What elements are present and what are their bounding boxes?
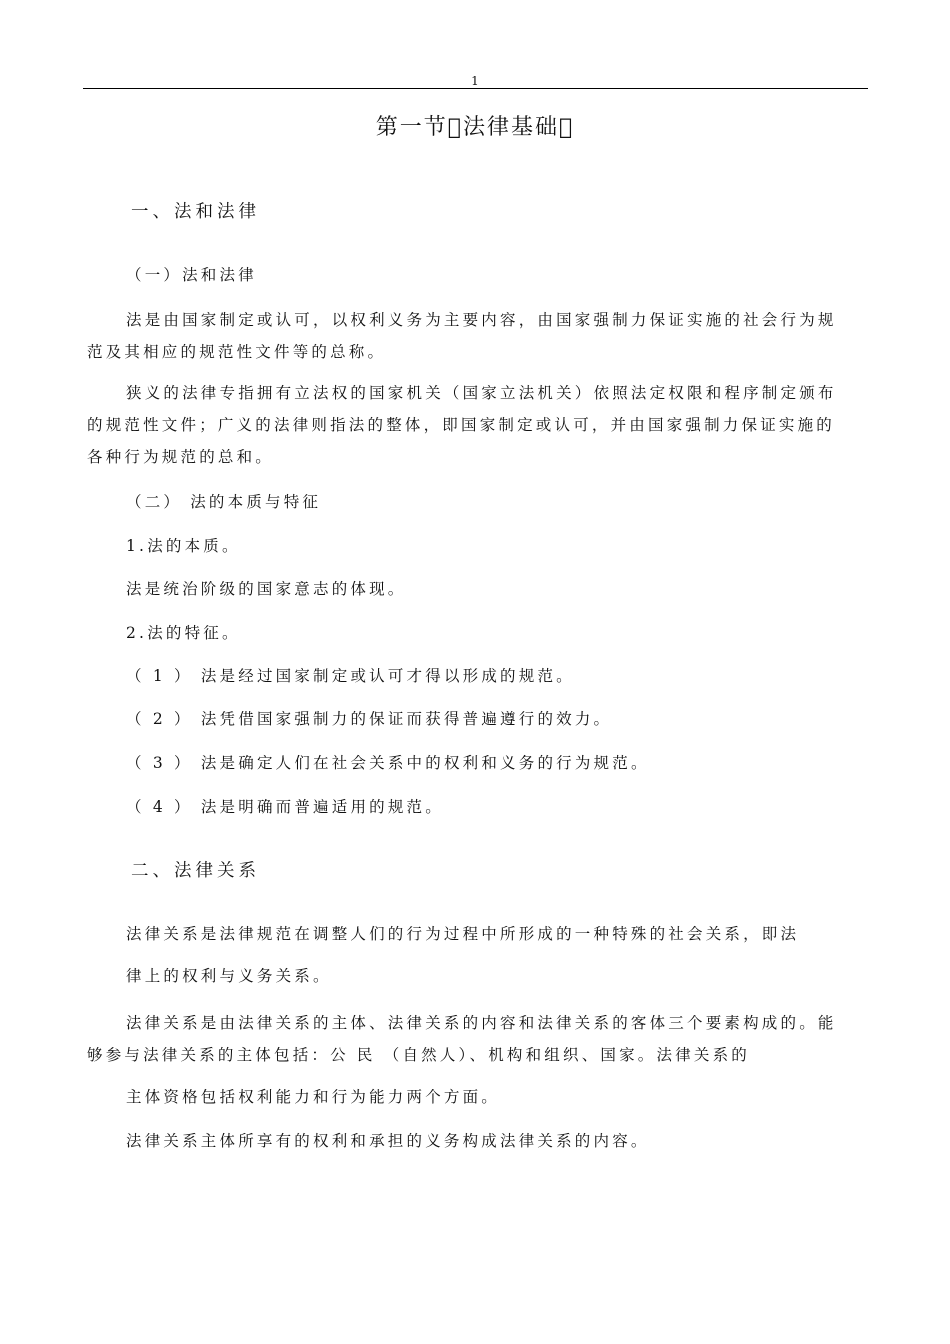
list-heading-features: 2.法的特征。 (126, 624, 241, 642)
feature-item-1: （ 1 ） 法是经过国家制定或认可才得以形成的规范。 (126, 667, 575, 685)
relation-paragraph-2-line-1: 法律关系是由法律关系的主体、法律关系的内容和法律关系的客体三个要素构成的。能 (126, 1014, 837, 1032)
subsection-heading-1-2: （二） 法的本质与特征 (126, 493, 322, 511)
list-heading-nature: 1.法的本质。 (126, 537, 241, 555)
section-heading-1: 一、法和法律 (131, 202, 260, 222)
paragraph-2-line-1: 狭义的法律专指拥有立法权的国家机关（国家立法机关）依照法定权限和程序制定颁布 (126, 384, 837, 402)
nature-text: 法是统治阶级的国家意志的体现。 (126, 580, 407, 598)
relation-paragraph-1-line-1: 法律关系是法律规范在调整人们的行为过程中所形成的一种特殊的社会关系，即法 (126, 925, 800, 943)
relation-paragraph-2-line-3: 主体资格包括权利能力和行为能力两个方面。 (126, 1088, 501, 1106)
paragraph-2-line-3: 各种行为规范的总和。 (87, 448, 275, 466)
page-number: 1 (471, 74, 479, 88)
relation-paragraph-3: 法律关系主体所享有的权利和承担的义务构成法律关系的内容。 (126, 1132, 650, 1150)
feature-item-3: （ 3 ） 法是确定人们在社会关系中的权利和义务的行为规范。 (126, 754, 650, 772)
page-title: 第一节 法律基础  (375, 115, 575, 140)
paragraph-1-line-1: 法是由国家制定或认可，以权利义务为主要内容，由国家强制力保证实施的社会行为规 (126, 311, 837, 329)
relation-paragraph-1-line-2: 律上的权利与义务关系。 (126, 967, 332, 985)
feature-item-2: （ 2 ） 法凭借国家强制力的保证而获得普遍遵行的效力。 (126, 710, 613, 728)
relation-paragraph-2-line-2: 够参与法律关系的主体包括：公 民 （自然人）、机构和组织、国家。法律关系的 (87, 1046, 751, 1064)
paragraph-2-line-2: 的规范性文件；广义的法律则指法的整体，即国家制定或认可，并由国家强制力保证实施的 (87, 416, 836, 434)
section-heading-2: 二、法律关系 (131, 861, 260, 881)
feature-item-4: （ 4 ） 法是明确而普遍适用的规范。 (126, 798, 444, 816)
header-rule (83, 88, 868, 89)
subsection-heading-1-1: （一）法和法律 (126, 266, 257, 284)
paragraph-1-line-2: 范及其相应的规范性文件等的总称。 (87, 343, 387, 361)
